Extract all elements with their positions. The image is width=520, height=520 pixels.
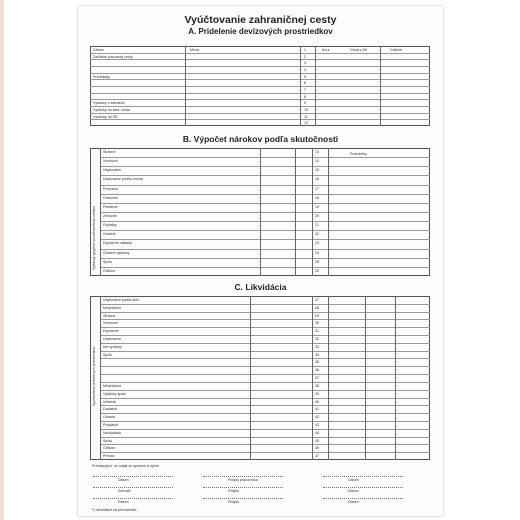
section-a-row-line	[90, 66, 430, 67]
section-b-row-number: 22	[315, 232, 319, 237]
section-c-row-line	[100, 358, 430, 359]
section-b-row-number: 13	[315, 150, 319, 154]
signature-line	[323, 498, 403, 499]
section-c-row-label: Spolu	[103, 438, 113, 443]
section-c-row-line	[100, 390, 430, 391]
section-b-row-line	[100, 230, 430, 231]
section-a-row-label: Začiatok pracovnej cesty	[93, 54, 133, 59]
section-c-row-label: Prevod	[103, 454, 115, 459]
section-c-row-number: 30	[315, 321, 319, 326]
section-a-col-line	[380, 46, 381, 126]
section-c-row-number: 27	[315, 298, 319, 302]
section-c-col-line	[395, 296, 396, 460]
signature-caption: Podpis	[228, 500, 239, 504]
section-c-row-line	[100, 429, 430, 430]
section-c-row-line	[100, 421, 430, 422]
section-a-col-line	[315, 46, 316, 126]
section-c-row-label: Medzisúčet	[103, 305, 122, 310]
section-c-row-number: 37	[315, 376, 319, 381]
section-a-row-line	[90, 59, 430, 60]
signature-line	[323, 476, 403, 477]
section-c-col-line	[100, 296, 101, 460]
section-b-row-line	[100, 212, 430, 213]
section-b-row-line	[100, 249, 430, 250]
section-b-row-label: Cestovné	[103, 195, 119, 200]
section-b-row-label: Spolu	[103, 259, 113, 264]
section-a-row-number: 5	[304, 74, 306, 79]
section-b-row-line	[100, 157, 430, 158]
section-b-row-label: Poplatky	[103, 223, 117, 228]
section-b-row-line	[100, 258, 430, 259]
section-c-row-label: Vreckové	[103, 321, 118, 326]
signature-line	[93, 498, 173, 499]
section-b-row-number: 24	[315, 250, 319, 255]
section-a-row-number: 4	[304, 68, 306, 72]
section-c-row-line	[100, 398, 430, 399]
section-c-row-number: 40	[315, 399, 319, 404]
signature-caption: Podpis pracovníka	[228, 478, 258, 482]
section-c-row-line	[100, 413, 430, 414]
signature-caption: Podpis	[228, 489, 239, 493]
section-a-row-label: Preddavky	[93, 74, 110, 79]
section-b-row-label: Vreckové	[103, 159, 118, 164]
section-c-row-number: 31	[315, 329, 319, 334]
section-c-row-number: 47	[315, 454, 319, 459]
section-c-row-number: 45	[315, 438, 319, 443]
section-b-col-line	[295, 148, 296, 276]
section-c-row-number: 43	[315, 422, 319, 427]
section-c-title: C. Likvidácia	[234, 282, 287, 292]
section-b-row-number: 16	[315, 177, 319, 182]
section-b-row-number: 23	[315, 241, 319, 246]
section-c-side-label: Vyúčtovanie pridelených prostriedkov	[92, 346, 96, 406]
signature-line	[203, 476, 283, 477]
section-b-row-number: 18	[315, 195, 319, 200]
section-b-side-label: Výdavky spojené so zahraničnou cestou	[92, 205, 96, 270]
signature-caption: Schválil	[118, 489, 131, 493]
section-b-col-line	[328, 148, 329, 276]
section-c-row-line	[100, 312, 430, 313]
section-a-col-line	[185, 46, 186, 126]
section-b-row-number: 20	[315, 214, 319, 218]
section-c-row-number: 32	[315, 337, 319, 342]
section-c-row-number: 34	[315, 352, 319, 357]
form-sheet	[78, 6, 443, 516]
section-a-row-number: 12	[304, 121, 308, 126]
section-b-row-number: 17	[315, 186, 319, 191]
section-b-row-line	[100, 194, 430, 195]
section-c-table	[90, 296, 430, 460]
section-c-row-line	[100, 335, 430, 336]
section-b-row-label: Zmluvné	[103, 214, 117, 218]
section-c-col-line	[328, 296, 329, 460]
signature-line	[203, 498, 283, 499]
section-c-row-label: Spolu	[103, 352, 113, 357]
section-b-row-number: 19	[315, 204, 319, 209]
section-b-row-line	[100, 175, 430, 176]
section-b-row-line	[100, 221, 430, 222]
section-c-row-number: 29	[315, 313, 319, 318]
footnote: *) nehodiace sa prečiarknite	[92, 508, 137, 512]
signature-caption: Dátum	[118, 500, 129, 504]
section-a-row-number: 6	[304, 81, 306, 86]
signature-line	[93, 487, 173, 488]
section-a-row-number: 3	[304, 61, 306, 66]
section-c-row-number: 35	[315, 360, 319, 365]
section-c-row-line	[100, 444, 430, 445]
section-c-row-line	[100, 366, 430, 367]
section-c-row-label: Výdavky spolu	[103, 391, 127, 396]
section-a-title: A. Pridelenie devízových prostriedkov	[188, 27, 333, 36]
section-c-row-line	[100, 319, 430, 320]
section-b-row-label: Ubytovanie	[103, 168, 121, 173]
section-a-row-number: 11	[304, 114, 308, 119]
section-c-col-line	[312, 296, 313, 460]
section-a-row-number: 1	[304, 48, 306, 52]
section-c-row-line	[100, 452, 430, 453]
section-c-row-line	[100, 437, 430, 438]
signature-line	[93, 476, 173, 477]
section-b-row-line	[100, 239, 430, 240]
section-c-row-number: 28	[315, 305, 319, 310]
section-c-row-line	[100, 382, 430, 383]
section-a-row-line	[90, 79, 430, 80]
section-a-row-line	[90, 86, 430, 87]
section-a-row-label: Výdavky na zahr. cestu	[93, 108, 130, 112]
section-c-row-line	[100, 374, 430, 375]
section-c-row-line	[100, 343, 430, 344]
section-a-row-line	[90, 73, 430, 74]
signature-line	[203, 487, 283, 488]
section-a-row-number: 2	[304, 54, 306, 59]
section-c-col-line	[250, 296, 251, 460]
section-a-col-header: Mena	[190, 48, 199, 52]
section-c-row-label: Stravné	[103, 313, 116, 318]
section-b-row-line	[100, 185, 430, 186]
section-a-row-line	[90, 93, 430, 94]
section-c-row-label: Preplatok	[103, 422, 119, 427]
section-b-col-line	[312, 148, 313, 276]
section-b-row-label: Poistenie	[103, 204, 118, 209]
section-b-row-label: Dopravné náklady	[103, 241, 132, 246]
signature-statement: Prehlasujem, že údaje sú správne a úplné.	[92, 464, 160, 468]
section-a-col-header: Cena v SK	[350, 48, 368, 52]
section-b-row-label: Preprava	[103, 186, 118, 191]
section-b-row-line	[100, 166, 430, 167]
section-a-row-line	[90, 106, 430, 107]
section-b-row-label: Ostatné výdavky	[103, 250, 130, 255]
section-c-row-line	[100, 351, 430, 352]
section-b-row-number: 21	[315, 223, 319, 228]
section-b-col-line	[260, 148, 261, 276]
section-b-row-line	[100, 267, 430, 268]
section-c-row-number: 38	[315, 383, 319, 388]
section-c-row-label: Vrátenie	[103, 399, 117, 404]
section-c-row-number: 33	[315, 344, 319, 349]
section-c-row-line	[100, 304, 430, 305]
section-c-row-label: Medzisúčet	[103, 383, 122, 388]
section-c-row-label: Dopravné	[103, 329, 119, 334]
section-b-row-number: 14	[315, 159, 319, 164]
section-a-row-label: Výdavky na SR	[93, 114, 118, 119]
section-b-right-label: Poznámky	[350, 152, 367, 156]
signature-caption: Dátum	[348, 478, 359, 482]
section-c-row-line	[100, 405, 430, 406]
section-b-row-label: Ubytovanie podľa zmluvy	[103, 177, 144, 182]
section-b-row-label: Celkom	[103, 268, 116, 273]
section-a-row-line	[90, 99, 430, 100]
section-b-col-line	[100, 148, 101, 276]
section-c-row-label: Nedoplatok	[103, 430, 122, 435]
section-c-row-label: Úhrada	[103, 415, 115, 420]
section-c-row-label: Doplatok	[103, 407, 118, 412]
signature-caption: Dátum	[348, 500, 359, 504]
section-b-row-line	[100, 203, 430, 204]
section-a-row-label: Dátum	[93, 48, 104, 52]
section-b-row-label: Stravné	[103, 150, 116, 154]
section-a-row-line	[90, 119, 430, 120]
section-b-row-number: 26	[315, 268, 319, 273]
section-c-row-label: Ubytovanie	[103, 337, 121, 342]
signature-line	[323, 487, 403, 488]
section-a-col-header: Kurz	[322, 48, 330, 52]
section-c-row-number: 36	[315, 368, 319, 373]
page-edge-stripe	[0, 0, 4, 520]
section-c-row-label: Iné výdavky	[103, 344, 122, 349]
section-b-title: B. Výpočet nárokov podľa skutočnosti	[182, 134, 339, 144]
section-a-row-line	[90, 53, 430, 54]
section-c-row-number: 44	[315, 430, 319, 435]
section-c-row-number: 39	[315, 391, 319, 396]
signature-caption: Dátum	[118, 478, 129, 482]
signature-caption: Dátum	[348, 489, 359, 493]
section-c-row-number: 46	[315, 446, 319, 451]
section-c-row-line	[100, 327, 430, 328]
section-c-row-number: 42	[315, 415, 319, 420]
section-b-row-number: 15	[315, 168, 319, 173]
section-b-row-label: Ostatné	[103, 232, 116, 237]
section-c-col-line	[365, 296, 366, 460]
section-b-row-number: 25	[315, 259, 319, 264]
section-c-row-number: 41	[315, 407, 319, 412]
section-a-col-header: Celkom	[390, 48, 403, 52]
section-a-row-line	[90, 113, 430, 114]
form-title: Vyúčtovanie zahraničnej cesty	[184, 14, 337, 26]
section-a-row-number: 10	[304, 108, 308, 112]
section-a-row-label: Výdavky v zahraničí	[93, 101, 125, 106]
section-a-row-number: 7	[304, 88, 306, 92]
section-a-row-number: 8	[304, 94, 306, 99]
section-c-row-label: Ubytovanie podľa dokl.	[103, 298, 140, 302]
section-a-row-number: 9	[304, 101, 306, 106]
section-a-col-line	[300, 46, 301, 126]
section-c-row-label: Celkom	[103, 446, 116, 451]
